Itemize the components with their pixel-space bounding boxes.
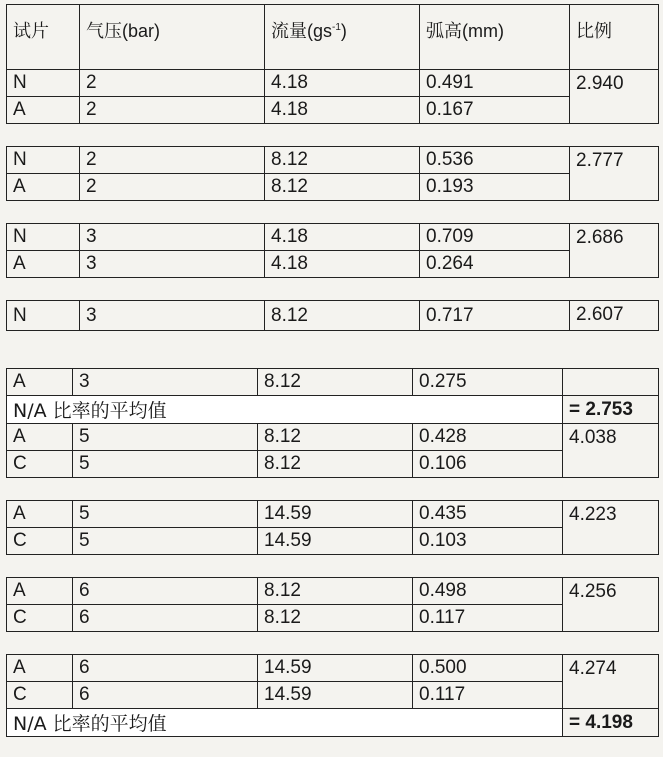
cell-flow: 14.59	[258, 528, 413, 555]
table-row	[7, 605, 659, 632]
cell-pressure: 3	[80, 301, 265, 331]
cell-arc-height: 0.498	[413, 578, 563, 605]
table-row	[7, 424, 659, 451]
table-row	[7, 578, 659, 605]
cell-arc-height: 0.117	[413, 605, 563, 632]
cell-flow: 8.12	[258, 369, 413, 396]
cell-specimen: N	[7, 301, 80, 331]
cell-flow: 14.59	[258, 655, 413, 682]
cell-pressure: 3	[73, 369, 258, 396]
cell-pressure: 2	[80, 147, 265, 174]
cell-pressure: 3	[80, 251, 265, 278]
cell-specimen: C	[7, 682, 73, 709]
header-flow: 流量$(gs^{-1})$	[265, 5, 420, 70]
cell-ratio: 2.777	[570, 147, 659, 201]
cell-pressure: 5	[73, 501, 258, 528]
cell-arc-height: 0.117	[413, 682, 563, 709]
table-row	[7, 451, 659, 478]
cell-ratio: 2.940	[570, 70, 659, 124]
table-row	[7, 655, 659, 682]
table-row	[7, 174, 659, 201]
cell-arc-height: 0.717	[420, 301, 570, 331]
spacer-row	[7, 201, 659, 224]
cell-pressure: 6	[73, 605, 258, 632]
header-arc-height: 弧高(mm)	[420, 5, 570, 70]
cell-arc-height: 0.428	[413, 424, 563, 451]
cell-ratio: 2.686	[570, 224, 659, 278]
average-row	[7, 709, 659, 737]
spacer-row	[7, 124, 659, 147]
header-ratio: 比例	[570, 5, 659, 70]
cell-specimen: A	[7, 251, 80, 278]
cell-arc-height: 0.500	[413, 655, 563, 682]
cell-flow: 8.12	[265, 174, 420, 201]
cell-flow: 14.59	[258, 501, 413, 528]
cell-pressure: 5	[73, 424, 258, 451]
cell-pressure: 6	[73, 578, 258, 605]
cell-flow: 8.12	[265, 147, 420, 174]
header-specimen: 试片	[7, 5, 80, 70]
table-row	[7, 251, 659, 278]
cell-specimen: A	[7, 578, 73, 605]
cell-ratio: 4.256	[563, 578, 659, 632]
spacer-row	[7, 632, 659, 655]
table-row	[7, 682, 659, 709]
average-value: = 2.753	[563, 396, 659, 424]
cell-arc-height: 0.491	[420, 70, 570, 97]
cell-specimen: A	[7, 501, 73, 528]
cell-specimen: A	[7, 424, 73, 451]
cell-flow: 4.18	[265, 97, 420, 124]
cell-ratio: 4.223	[563, 501, 659, 555]
spacer-row	[7, 555, 659, 578]
cell-flow: 8.12	[258, 578, 413, 605]
cell-arc-height: 0.709	[420, 224, 570, 251]
table-row	[7, 528, 659, 555]
table-row	[7, 97, 659, 124]
average-label: N/A 比率的平均值	[7, 396, 563, 424]
cell-pressure: 2	[80, 174, 265, 201]
cell-specimen: A	[7, 174, 80, 201]
cell-specimen: A	[7, 655, 73, 682]
cell-flow: 8.12	[258, 605, 413, 632]
cell-flow: 14.59	[258, 682, 413, 709]
header-pressure: 气压(bar)	[80, 5, 265, 70]
cell-pressure: 5	[73, 451, 258, 478]
cell-ratio: 2.607	[570, 301, 659, 331]
cell-ratio: 4.038	[563, 424, 659, 478]
table-row	[7, 70, 659, 97]
cell-specimen: C	[7, 528, 73, 555]
average-row	[7, 396, 659, 424]
cell-arc-height: 0.264	[420, 251, 570, 278]
cell-flow: 4.18	[265, 251, 420, 278]
cell-pressure: 3	[80, 224, 265, 251]
table-row	[7, 224, 659, 251]
cell-pressure: 5	[73, 528, 258, 555]
cell-ratio-empty	[563, 369, 659, 396]
upper-table	[6, 4, 659, 331]
cell-pressure: 6	[73, 682, 258, 709]
lower-table	[6, 368, 659, 737]
cell-specimen: A	[7, 97, 80, 124]
cell-pressure: 2	[80, 70, 265, 97]
cell-flow: 8.12	[265, 301, 420, 331]
cell-pressure: 6	[73, 655, 258, 682]
cell-arc-height: 0.275	[413, 369, 563, 396]
cell-flow: 8.12	[258, 451, 413, 478]
cell-arc-height: 0.167	[420, 97, 570, 124]
spacer-row	[7, 478, 659, 501]
average-label: N/A 比率的平均值	[7, 709, 563, 737]
table-row	[7, 501, 659, 528]
cell-arc-height: 0.103	[413, 528, 563, 555]
cell-pressure: 2	[80, 97, 265, 124]
cell-specimen: C	[7, 605, 73, 632]
header-row	[7, 5, 659, 70]
cell-ratio: 4.274	[563, 655, 659, 709]
cell-arc-height: 0.536	[420, 147, 570, 174]
cell-specimen: C	[7, 451, 73, 478]
average-value: = 4.198	[563, 709, 659, 737]
cell-flow: 8.12	[258, 424, 413, 451]
cell-specimen: N	[7, 70, 80, 97]
cell-specimen: N	[7, 147, 80, 174]
table-row	[7, 301, 659, 331]
cell-arc-height: 0.193	[420, 174, 570, 201]
data-sheet	[6, 4, 658, 753]
table-row	[7, 147, 659, 174]
cell-flow: 4.18	[265, 70, 420, 97]
cell-arc-height: 0.435	[413, 501, 563, 528]
cell-specimen: A	[7, 369, 73, 396]
spacer-row	[7, 278, 659, 301]
cell-specimen: N	[7, 224, 80, 251]
cell-flow: 4.18	[265, 224, 420, 251]
cell-arc-height: 0.106	[413, 451, 563, 478]
table-row	[7, 369, 659, 396]
